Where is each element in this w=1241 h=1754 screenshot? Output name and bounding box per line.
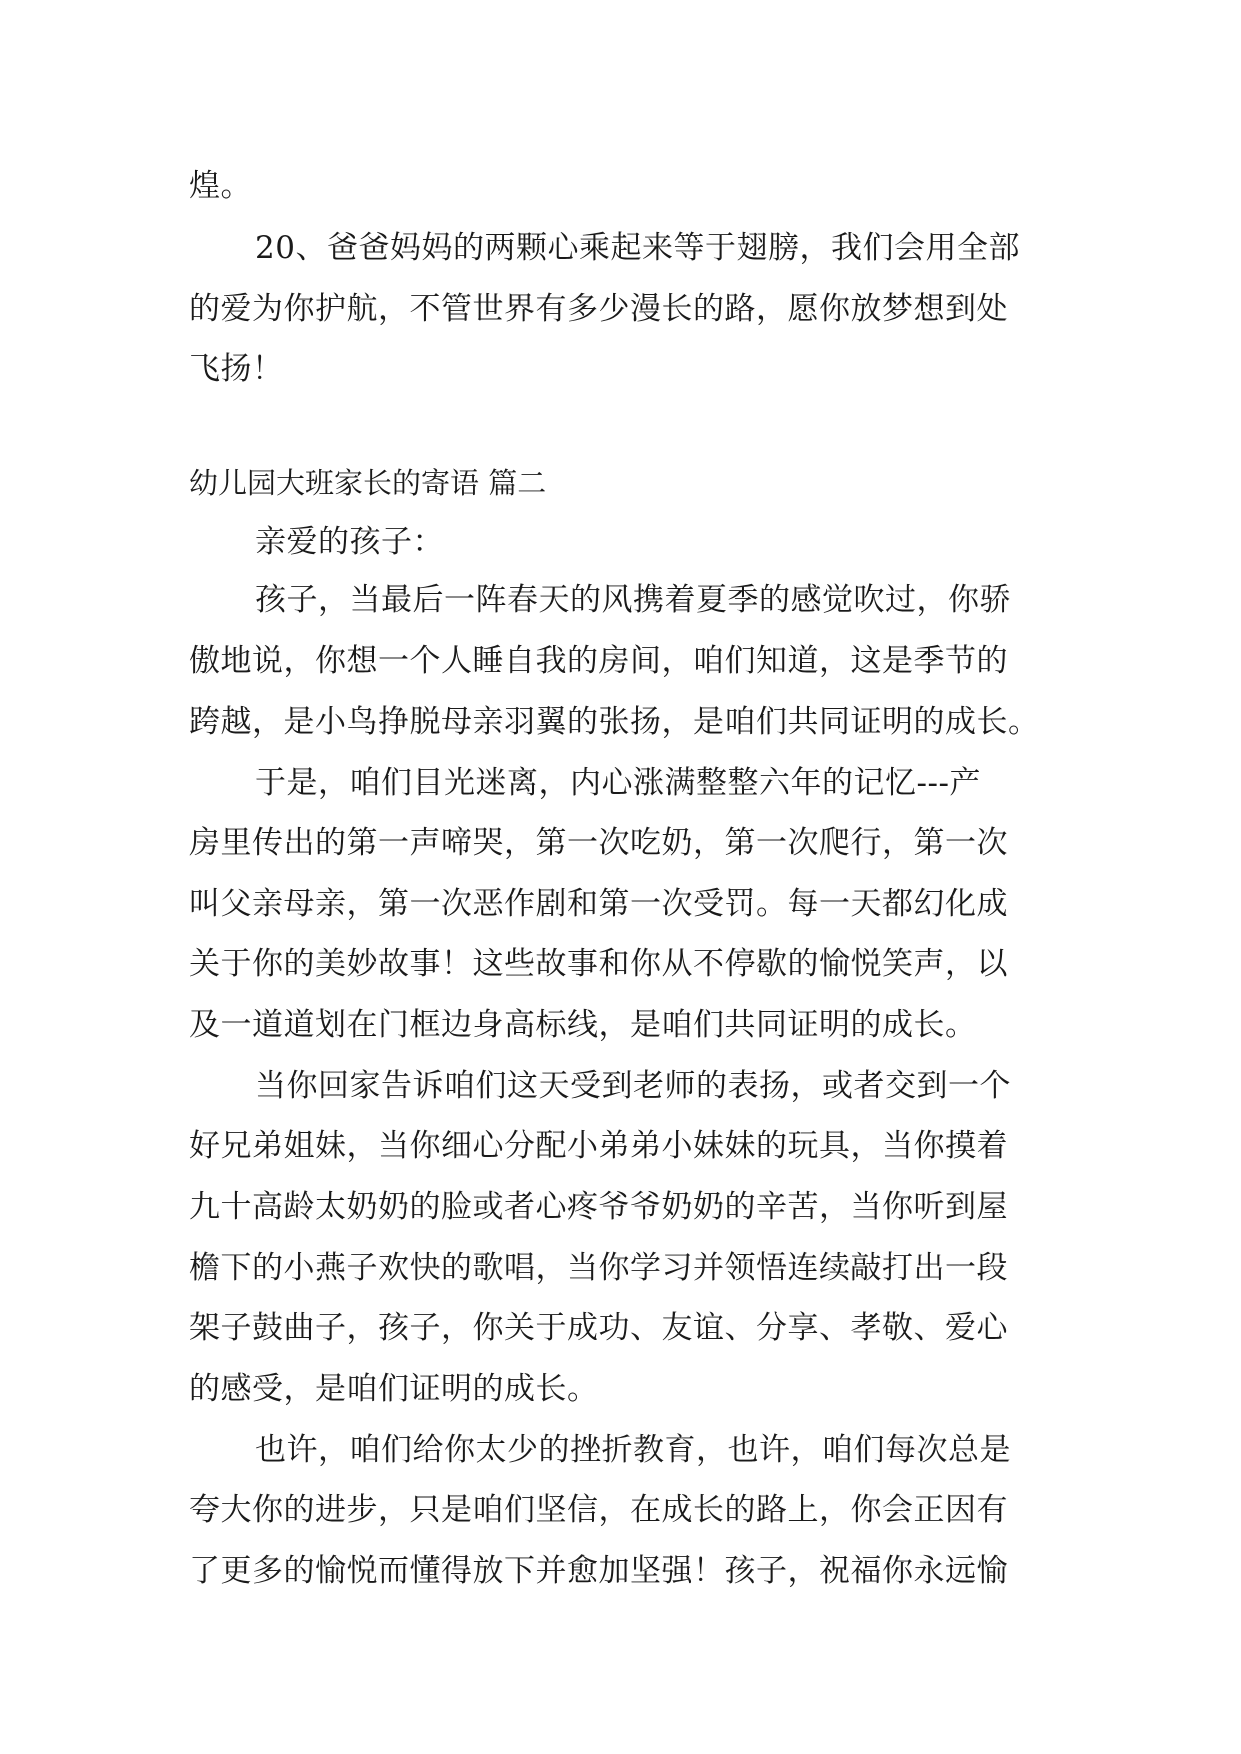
text-line: 夸大你的进步，只是咱们坚信，在成长的路上，你会正因有 — [189, 1492, 1008, 1528]
text-line: 关于你的美妙故事！这些故事和你从不停歇的愉悦笑声，以 — [189, 946, 1008, 982]
text-line: 了更多的愉悦而懂得放下并愈加坚强！孩子，祝福你永远愉 — [189, 1553, 1008, 1589]
text-line: 也许，咱们给你太少的挫折教育，也许，咱们每次总是 — [255, 1432, 1011, 1468]
text-line: 及一道道划在门框边身高标线，是咱们共同证明的成长。 — [189, 1007, 977, 1043]
text-line: 于是，咱们目光迷离，内心涨满整整六年的记忆---产 — [255, 765, 981, 801]
text-line: 煌。 — [189, 168, 252, 204]
text-line: 叫父亲母亲，第一次恶作剧和第一次受罚。每一天都幻化成 — [189, 886, 1008, 922]
text-line: 跨越，是小鸟挣脱母亲羽翼的张扬，是咱们共同证明的成长。 — [189, 704, 1040, 740]
salutation: 亲爱的孩子： — [255, 524, 444, 560]
text-line: 房里传出的第一声啼哭，第一次吃奶，第一次爬行，第一次 — [189, 825, 1008, 861]
text-line: 的爱为你护航，不管世界有多少漫长的路，愿你放梦想到处 — [189, 291, 1008, 327]
text-line: 当你回家告诉咱们这天受到老师的表扬，或者交到一个 — [255, 1068, 1011, 1104]
text-line: 的感受，是咱们证明的成长。 — [189, 1371, 599, 1407]
text-line: 孩子，当最后一阵春天的风携着夏季的感觉吹过，你骄 — [255, 582, 1011, 618]
text-line: 20、爸爸妈妈的两颗心乘起来等于翅膀，我们会用全部 — [255, 230, 1020, 266]
text-line: 好兄弟姐妹，当你细心分配小弟弟小妹妹的玩具，当你摸着 — [189, 1128, 1008, 1164]
text-line: 架子鼓曲子，孩子，你关于成功、友谊、分享、孝敬、爱心 — [189, 1310, 1008, 1346]
text-line: 九十高龄太奶奶的脸或者心疼爷爷奶奶的辛苦，当你听到屋 — [189, 1189, 1008, 1225]
text-line: 傲地说，你想一个人睡自我的房间，咱们知道，这是季节的 — [189, 643, 1008, 679]
section-heading: 幼儿园大班家长的寄语 篇二 — [189, 466, 547, 500]
text-line: 檐下的小燕子欢快的歌唱，当你学习并领悟连续敲打出一段 — [189, 1250, 1008, 1286]
text-line: 飞扬！ — [189, 351, 284, 387]
